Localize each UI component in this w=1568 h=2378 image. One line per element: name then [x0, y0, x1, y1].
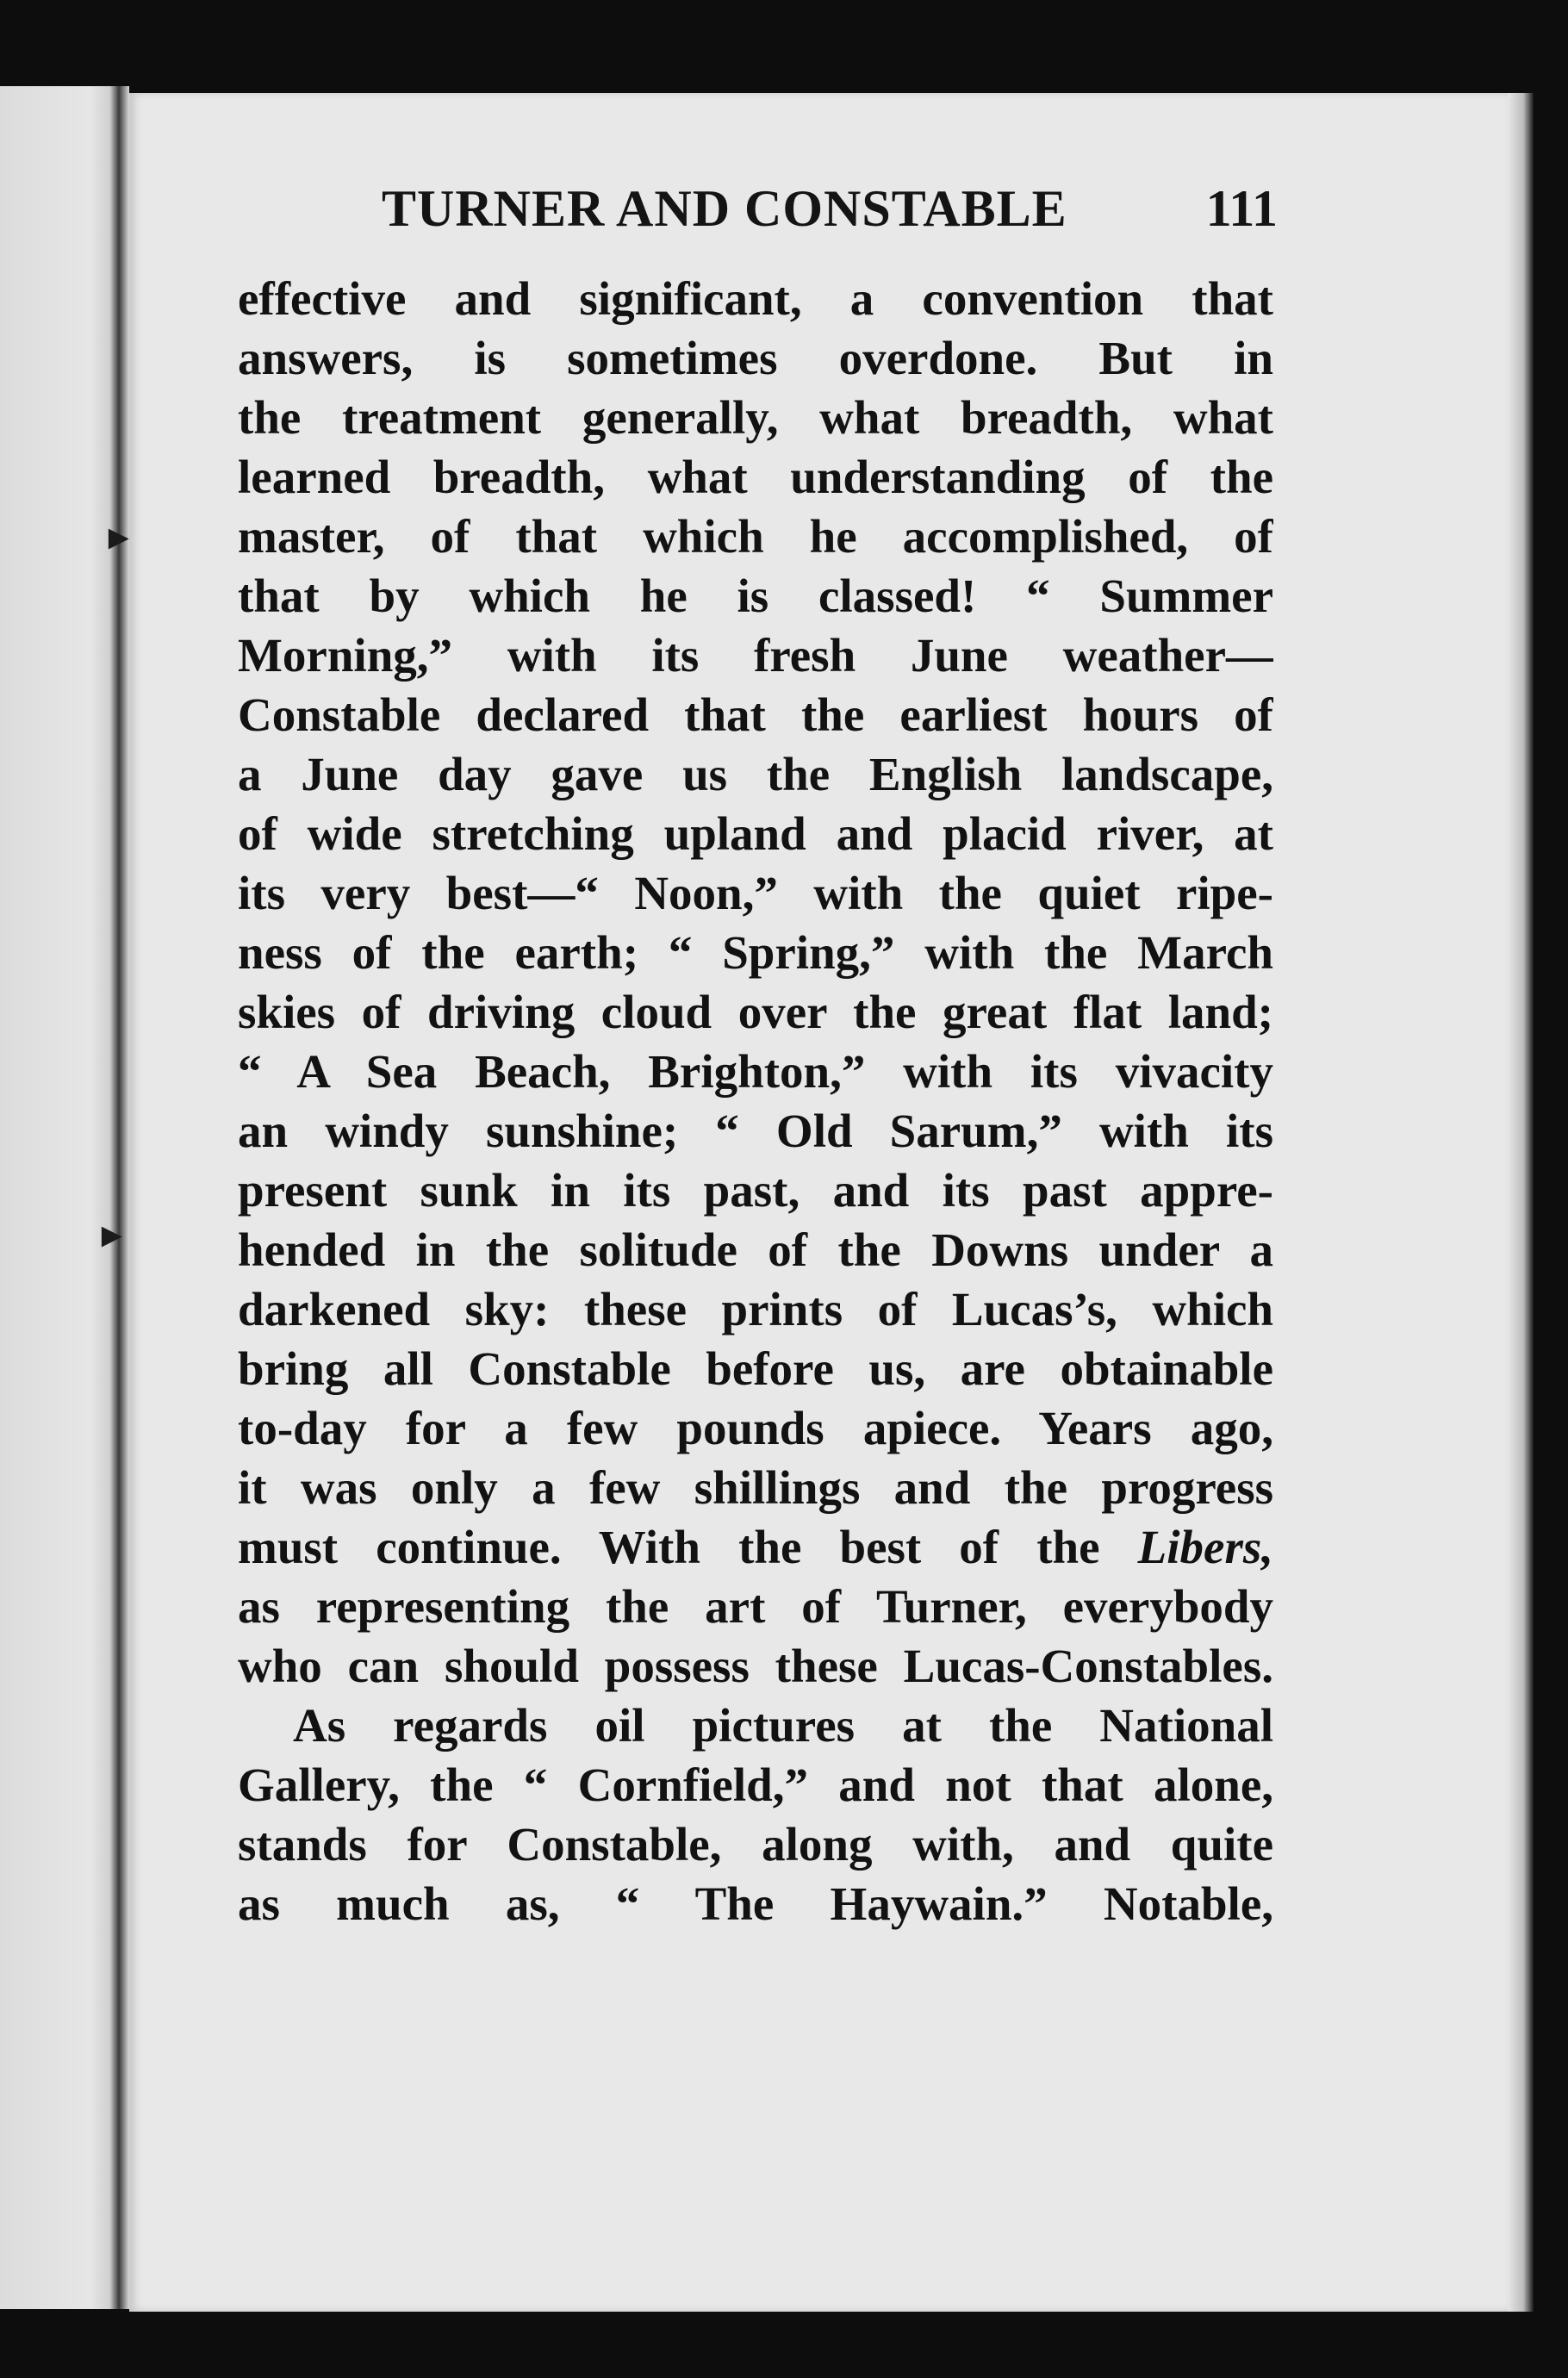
text-line: an windy sunshine; “ Old Sarum,” with its — [238, 1105, 1273, 1157]
text-line: stands for Constable, along with, and quite — [238, 1818, 1273, 1871]
text-line: skies of driving cloud over the great flat land; — [238, 986, 1273, 1038]
text-line: learned breadth, what understanding of the — [238, 451, 1273, 503]
text-segment: must continue. With the best of the — [238, 1521, 1100, 1573]
text-line: “ A Sea Beach, Brighton,” with its vivacity — [238, 1045, 1273, 1098]
running-title: TURNER AND CONSTABLE — [382, 180, 1067, 237]
scan-left-margin — [0, 86, 129, 2309]
running-head — [252, 179, 1278, 257]
text-line: Constable declared that the earliest hours of — [238, 688, 1273, 741]
margin-arrow-mark: ► — [95, 1216, 129, 1254]
margin-arrow-mark: ► — [102, 518, 136, 557]
page-number: 111 — [1205, 180, 1278, 237]
text-line: its very best—“ Noon,” with the quiet ripe- — [238, 867, 1273, 919]
text-line: present sunk in its past, and its past appre- — [238, 1164, 1273, 1217]
text-line: darkened sky: these prints of Lucas’s, which — [238, 1283, 1273, 1335]
text-line: who can should possess these Lucas-Constables. — [238, 1640, 1273, 1692]
text-line: master, of that which he accomplished, of — [238, 510, 1273, 563]
body-text — [238, 269, 1273, 1933]
scan-right-edge — [1508, 93, 1534, 2312]
text-line: it was only a few shillings and the progress — [238, 1461, 1273, 1514]
text-line: Gallery, the “ Cornfield,” and not that alone, — [238, 1759, 1273, 1811]
text-line: as much as, “ The Haywain.” Notable, — [238, 1877, 1273, 1930]
text-line: a June day gave us the English landscape, — [238, 748, 1273, 800]
text-line: ness of the earth; “ Spring,” with the March — [238, 926, 1273, 979]
text-line: that by which he is classed! “ Summer — [238, 570, 1273, 622]
text-line: As regards oil pictures at the National — [293, 1699, 1273, 1752]
text-line: the treatment generally, what breadth, what — [238, 391, 1273, 444]
text-line: answers, is sometimes overdone. But in — [238, 332, 1273, 384]
text-line: to-day for a few pounds apiece. Years ago, — [238, 1402, 1273, 1454]
text-line: of wide stretching upland and placid river, at — [238, 807, 1273, 860]
italic-title: Libers, — [1137, 1521, 1273, 1573]
text-line: hended in the solitude of the Downs under a — [238, 1223, 1273, 1276]
text-line: bring all Constable before us, are obtainable — [238, 1342, 1273, 1395]
text-line: effective and significant, a convention that — [238, 272, 1273, 325]
text-line-with-italic — [238, 1517, 1273, 1577]
text-line: Morning,” with its fresh June weather— — [238, 629, 1273, 682]
text-line: as representing the art of Turner, everybody — [238, 1580, 1273, 1633]
